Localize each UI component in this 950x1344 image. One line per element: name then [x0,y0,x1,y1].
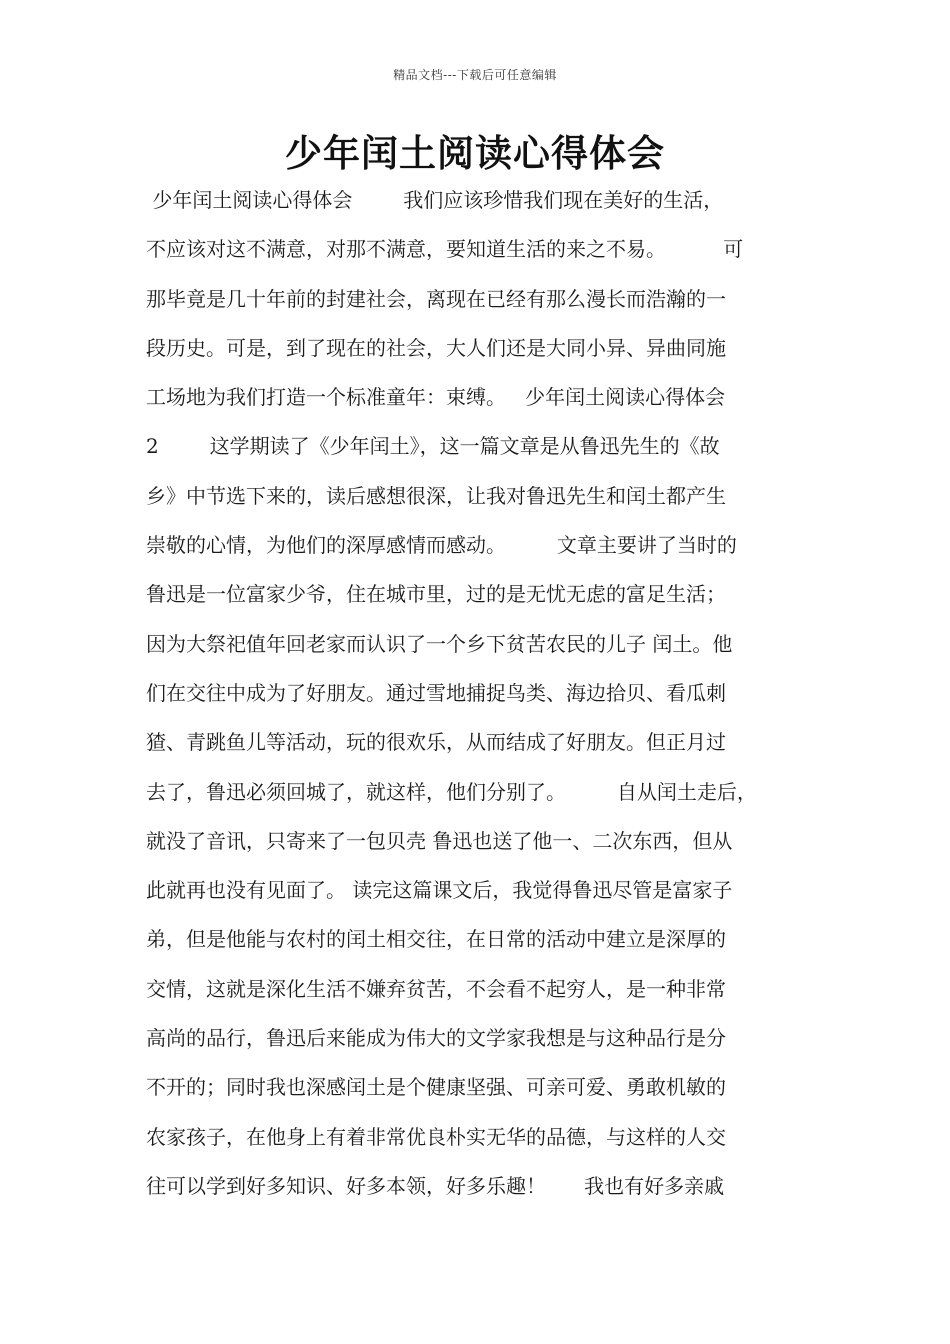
body-line: 不应该对这不满意，对那不满意，要知道生活的来之不易。 可 [146,237,744,262]
page-header-note: 精品文档---下载后可任意编辑 [393,68,557,82]
body-line: 此就再也没有见面了。 读完这篇课文后，我觉得鲁迅尽管是富家子 [146,878,733,903]
document-title: 少年闰土阅读心得体会 [285,131,665,175]
body-line: 猹、青跳鱼儿等活动，玩的很欢乐，从而结成了好朋友。但正月过 [146,730,726,755]
body-line: 2 这学期读了《少年闰土》，这一篇文章是从鲁迅先生的《故 [146,434,720,459]
body-line: 那毕竟是几十年前的封建社会，离现在已经有那么漫长而浩瀚的一 [146,286,726,311]
document-body [146,182,826,1217]
body-line: 农家孩子，在他身上有着非常优良朴实无华的品德，与这样的人交 [146,1124,726,1149]
body-line: 乡》中节选下来的，读后感想很深，让我对鲁迅先生和闰土都产生 [146,483,726,508]
body-line: 少年闰土阅读心得体会 我们应该珍惜我们现在美好的生活， [146,188,724,212]
body-line: 就没了音讯，只寄来了一包贝壳 鲁迅也送了他一、二次东西，但从 [146,828,733,853]
body-line: 不开的；同时我也深感闰土是个健康坚强、可亲可爱、勇敢机敏的 [146,1075,726,1100]
body-line: 高尚的品行，鲁迅后来能成为伟大的文学家我想是与这种品行是分 [146,1026,726,1051]
body-line: 交情，这就是深化生活不嫌弃贫苦，不会看不起穷人，是一种非常 [146,976,726,1001]
body-line: 去了，鲁迅必须回城了，就这样，他们分别了。 自从闰土走后， [146,779,757,804]
body-line: 们在交往中成为了好朋友。通过雪地捕捉鸟类、海边拾贝、看瓜刺 [146,680,726,705]
body-line: 工场地为我们打造一个标准童年：束缚。 少年闰土阅读心得体会 [146,385,726,410]
body-line: 段历史。可是，到了现在的社会，大人们还是大同小异、异曲同施 [146,335,726,360]
body-line: 弟，但是他能与农村的闰土相交往，在日常的活动中建立是深厚的 [146,927,726,952]
body-line: 因为大祭祀值年回老家而认识了一个乡下贫苦农民的儿子 闰土。他 [146,631,733,656]
body-line: 鲁迅是一位富家少爷，住在城市里，过的是无忧无虑的富足生活； [146,582,726,607]
body-line: 崇敬的心情，为他们的深厚感情而感动。 文章主要讲了当时的 [146,533,737,558]
body-line: 往可以学到好多知识、好多本领，好多乐趣！ 我也有好多亲戚 [146,1173,725,1198]
